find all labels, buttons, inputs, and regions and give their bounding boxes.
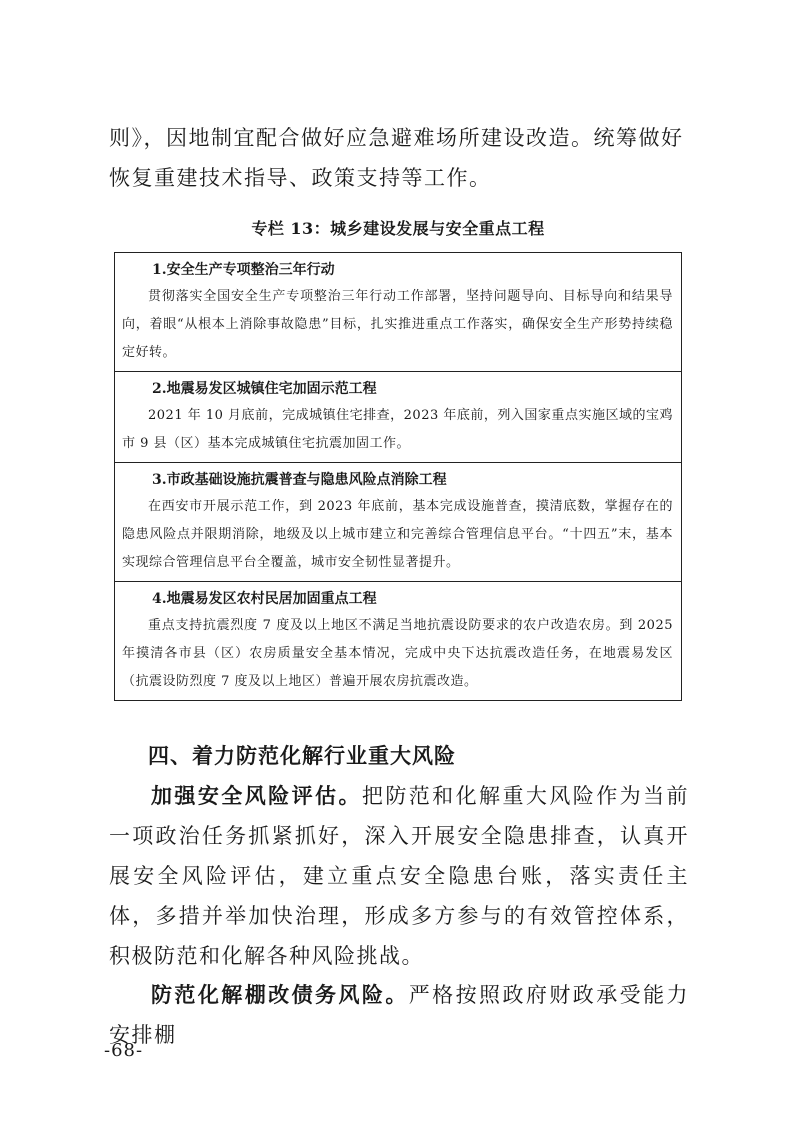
box-item-body: 2021 年 10 月底前，完成城镇住宅排查，2023 年底前，列入国家重点实施区域的宝鸡市 9 县（区）基本完成城镇住宅抗震加固工作。 [122,408,673,451]
box-item-title: 1.安全生产专项整治三年行动 [152,262,335,278]
page-number: -68- [104,1040,144,1061]
intro-paragraph: 则》，因地制宜配合做好应急避难场所建设改造。统筹做好恢复重建技术指导、政策支持等工作。 [109,126,684,190]
box-item-body: 在西安市开展示范工作，到 2023 年底前，基本完成设施普查，摸清底数，掌握存在的隐患风险点并限期消除，地级及以上城市建立和完善综合管理信息平台。“十四五”末，基本实现综合管理信息平台全覆盖，城市安全韧性显著提升。 [122,499,673,570]
box-title: 专栏 13：城乡建设发展与安全重点工程 [251,219,545,238]
paragraph-lead: 加强安全风险评估。 [151,783,362,808]
box-item [115,372,681,463]
body-paragraph [109,776,689,976]
project-box [114,252,682,701]
paragraph-text: 把防范和化解重大风险作为当前一项政治任务抓紧抓好，深入开展安全隐患排查，认真开展安全风险评估，建立重点安全隐患台账，落实责任主体，多措并举加快治理，形成多方参与的有效管控体系，积极防范和化解各种风险挑战。 [109,784,690,968]
box-item [115,463,681,582]
box-item-title: 4.地震易发区农村民居加固重点工程 [152,591,377,607]
box-item-title: 3.市政基础设施抗震普查与隐患风险点消除工程 [152,472,447,488]
body-paragraph [109,975,689,1055]
box-item [115,253,681,372]
paragraph-text: 严格按照政府财政承受能力安排棚 [109,983,689,1047]
section-heading: 四、着力防范化解行业重大风险 [148,744,456,768]
box-item [115,582,681,700]
paragraph-lead: 防范化解棚改债务风险。 [151,982,409,1007]
box-item-body: 贯彻落实全国安全生产专项整治三年行动工作部署，坚持问题导向、目标导向和结果导向，着眼“从根本上消除事故隐患”目标，扎实推进重点工作落实，确保安全生产形势持续稳定好转。 [122,289,673,360]
box-item-title: 2.地震易发区城镇住宅加固示范工程 [152,381,377,397]
box-item-body: 重点支持抗震烈度 7 度及以上地区不满足当地抗震设防要求的农户改造农房。到 2025 年摸清各市县（区）农房质量安全基本情况，完成中央下达抗震改造任务，在地震易发区（抗震设防烈度 7 度及以上地区）普遍开展农房抗震改造。 [122,618,673,689]
